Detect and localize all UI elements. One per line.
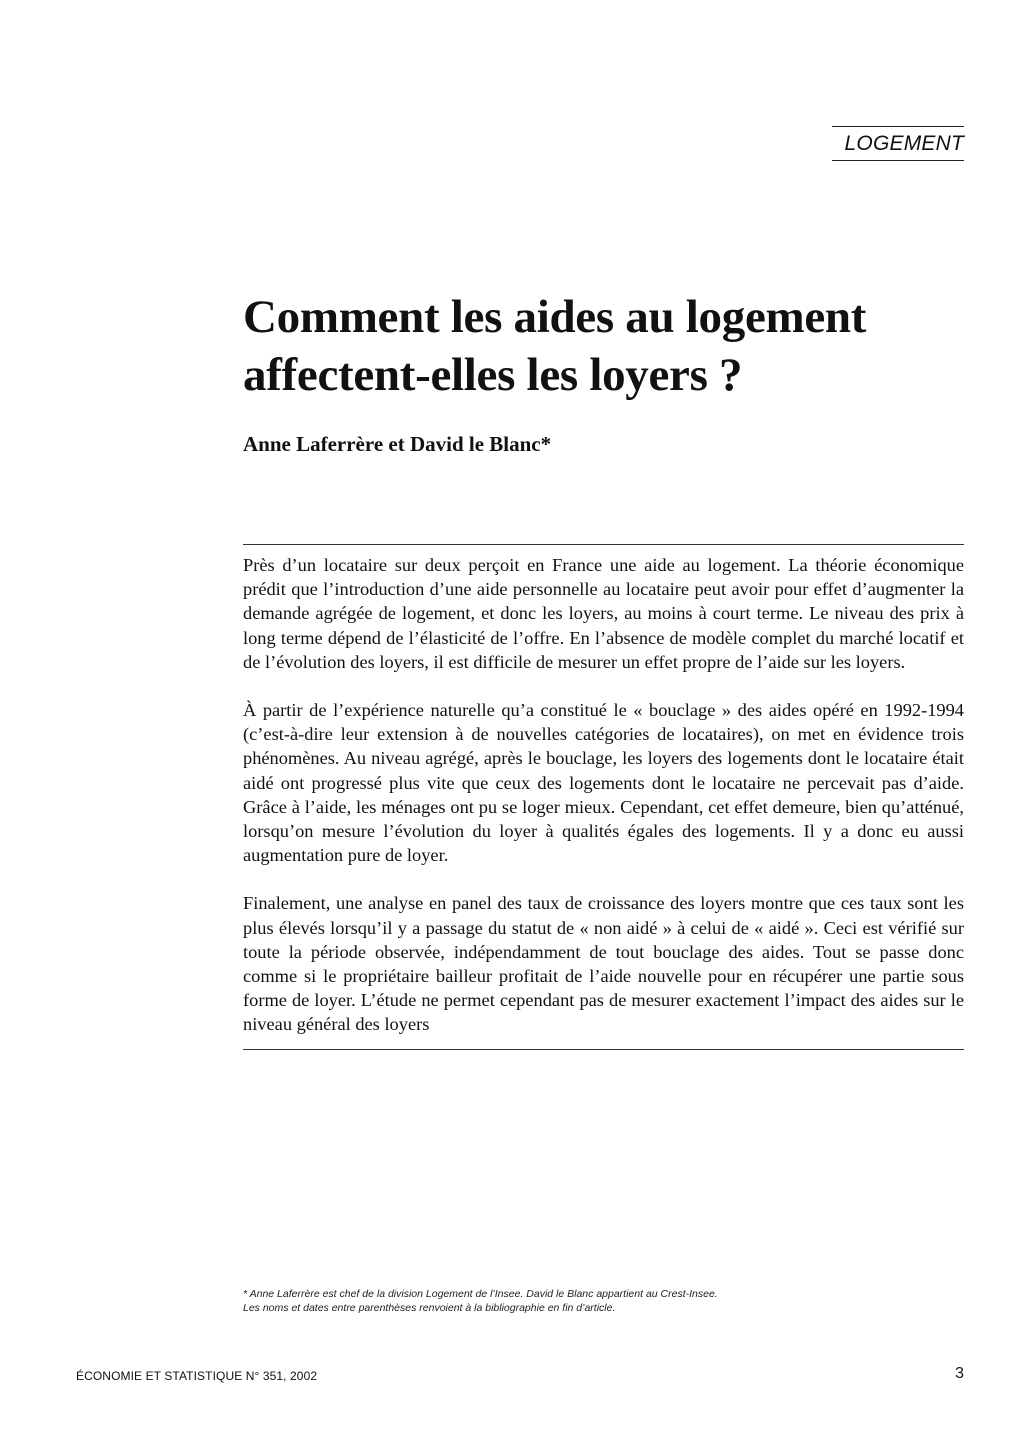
abstract-paragraph: Finalement, une analyse en panel des taux de croissance des loyers montre que ces taux sont les plus élevés lorsqu’il y a passage du statut de « non aidé » à celui de « aidé ». Ceci est vérifié sur toute la période observée, indépendamment de tout bouclage des aides. Tout se passe donc comme si le propriétaire bailleur profitait de l’aide nouvelle pour en récupérer une partie sous forme de loyer. L’étude ne permet cependant pas de mesurer exactement l’impact des aides sur le niveau général des loyers [243, 893, 964, 1035]
title-line: Comment les aides au logement [243, 291, 867, 343]
article-title [243, 288, 973, 404]
title-line: affectent-elles les loyers ? [243, 349, 743, 401]
abstract-box [243, 544, 964, 1050]
journal-footer: ÉCONOMIE ET STATISTIQUE N° 351, 2002 [76, 1369, 318, 1383]
footnote: Les noms et dates entre parenthèses renvoient à la bibliographie en fin d’article. [243, 1302, 616, 1314]
abstract-paragraph: Près d’un locataire sur deux perçoit en France une aide au logement. La théorie économique prédit que l’introduction d’une aide personnelle au locataire peut avoir pour effet d’augmenter la demande agrégée de logement, et donc les loyers, au moins à court terme. Le niveau des prix à long terme dépend de l’élasticité de l’offre. En l’absence de modèle complet du marché locatif et de l’évolution des loyers, il est difficile de mesurer un effet propre de l’aide sur les loyers. [243, 555, 964, 672]
footnote: * Anne Laferrère est chef de la division Logement de l’Insee. David le Blanc appartient au Crest-Insee. [243, 1288, 718, 1300]
authors: Anne Laferrère et David le Blanc* [243, 432, 552, 456]
page-number: 3 [955, 1365, 964, 1382]
section-label: LOGEMENT [832, 126, 964, 161]
footnotes [243, 1287, 963, 1315]
abstract-paragraph: À partir de l’expérience naturelle qu’a constitué le « bouclage » des aides opéré en 1992-1994 (c’est-à-dire leur extension à de nouvelles catégories de locataires), on met en évidence trois phénomènes. Au niveau agrégé, après le bouclage, les loyers des logements dont le locataire était aidé ont progressé plus vite que ceux des logements dont le locataire ne percevait pas d’aide. Grâce à l’aide, les ménages ont pu se loger mieux. Cependant, cet effet demeure, bien qu’atténué, lorsqu’on mesure l’évolution du loyer à qualités égales des logements. Il y a donc eu aussi augmentation pure de loyer. [243, 700, 964, 866]
